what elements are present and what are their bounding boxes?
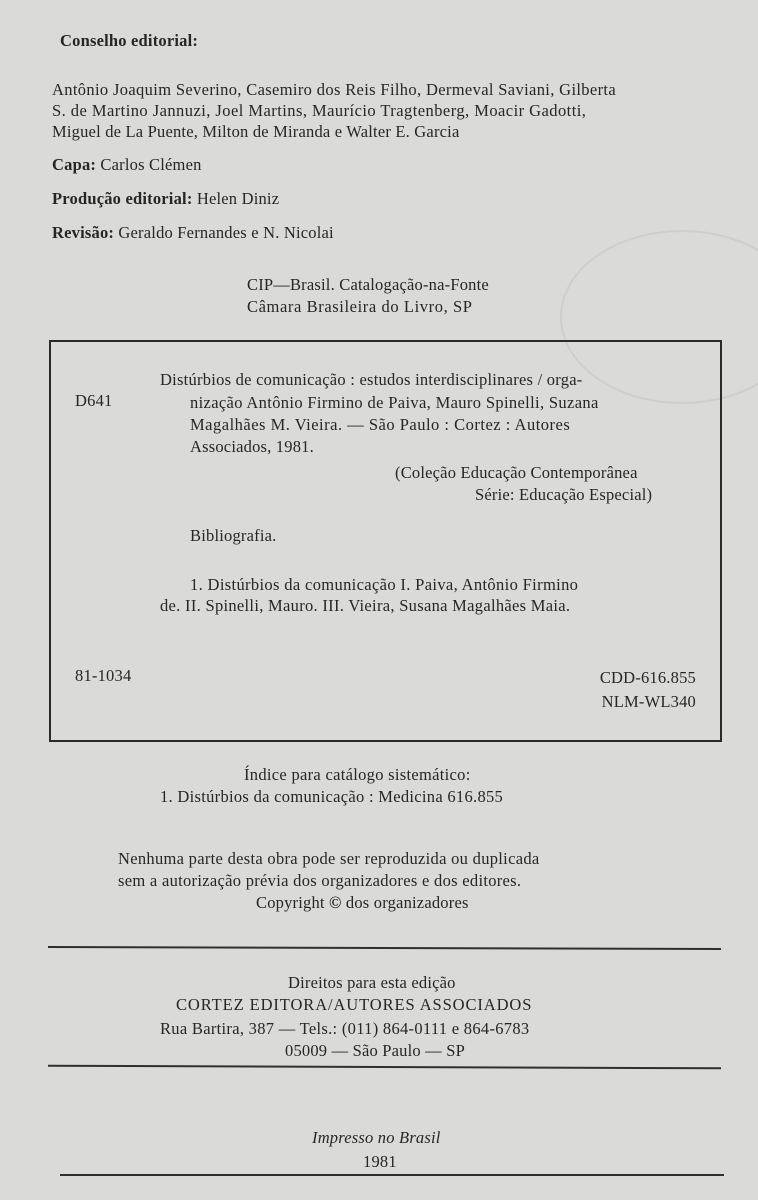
catalog-entry-line-1: Distúrbios de comunicação : estudos interdisciplinares / orga- bbox=[160, 370, 583, 389]
copyright-symbol: © bbox=[329, 893, 342, 912]
catalog-series-line-2: Série: Educação Especial) bbox=[475, 485, 653, 504]
revisao-value: Geraldo Fernandes e N. Nicolai bbox=[118, 223, 334, 242]
conselho-line-2: S. de Martino Jannuzi, Joel Martins, Maurício Tragtenberg, Moacir Gadotti, bbox=[52, 101, 587, 120]
conselho-line-3: Miguel de La Puente, Milton de Miranda e Walter E. Garcia bbox=[52, 122, 460, 141]
publisher-line-2: CORTEZ EDITORA/AUTORES ASSOCIADOS bbox=[176, 995, 533, 1014]
catalog-code: D641 bbox=[75, 391, 113, 410]
capa-value: Carlos Clémen bbox=[100, 155, 202, 174]
copyright-line bbox=[256, 893, 469, 913]
divider-top bbox=[48, 946, 721, 950]
catalog-number: 81-1034 bbox=[75, 666, 132, 685]
producao-line bbox=[52, 189, 279, 209]
publisher-line-4: 05009 — São Paulo — SP bbox=[285, 1041, 465, 1060]
cip-line-1: CIP—Brasil. Catalogação-na-Fonte bbox=[247, 275, 489, 294]
producao-value: Helen Diniz bbox=[196, 189, 280, 208]
catalog-cdd: CDD-616.855 bbox=[599, 668, 696, 687]
rights-line-1: Nenhuma parte desta obra pode ser reproduzida ou duplicada bbox=[118, 849, 540, 868]
revisao-label: Revisão: bbox=[52, 223, 115, 242]
catalog-subject-line-1: 1. Distúrbios da comunicação I. Paiva, Antônio Firmino bbox=[190, 575, 579, 594]
catalog-subject-line-2: de. II. Spinelli, Mauro. III. Vieira, Susana Magalhães Maia. bbox=[160, 596, 571, 615]
catalog-entry-line-2: nização Antônio Firmino de Paiva, Mauro Spinelli, Suzana bbox=[190, 393, 599, 412]
catalog-series-line-1: (Coleção Educação Contemporânea bbox=[395, 463, 638, 482]
cip-line-2: Câmara Brasileira do Livro, SP bbox=[247, 297, 473, 316]
divider-footer bbox=[60, 1174, 724, 1176]
catalog-entry-line-4: Associados, 1981. bbox=[190, 437, 314, 456]
producao-label: Produção editorial: bbox=[52, 189, 193, 208]
catalog-nlm: NLM-WL340 bbox=[601, 692, 696, 711]
indice-title: Índice para catálogo sistemático: bbox=[244, 765, 471, 784]
indice-item: 1. Distúrbios da comunicação : Medicina 616.855 bbox=[160, 787, 504, 806]
catalog-entry-line-3: Magalhães M. Vieira. — São Paulo : Cortez : Autores bbox=[190, 415, 571, 434]
rights-line-2: sem a autorização prévia dos organizadores e dos editores. bbox=[118, 871, 522, 890]
copyright-prefix: Copyright bbox=[256, 893, 325, 912]
print-year: 1981 bbox=[363, 1152, 397, 1171]
catalog-bibliografia: Bibliografia. bbox=[190, 526, 277, 545]
capa-label: Capa: bbox=[52, 155, 97, 174]
copyright-suffix: dos organizadores bbox=[345, 893, 469, 912]
divider-bottom bbox=[48, 1065, 721, 1070]
publisher-line-3: Rua Bartira, 387 — Tels.: (011) 864-0111 e 864-6783 bbox=[160, 1019, 530, 1038]
printed-in: Impresso no Brasil bbox=[312, 1128, 441, 1147]
conselho-label: Conselho editorial: bbox=[60, 31, 199, 50]
publisher-line-1: Direitos para esta edição bbox=[288, 973, 456, 992]
conselho-line-1: Antônio Joaquim Severino, Casemiro dos Reis Filho, Dermeval Saviani, Gilberta bbox=[52, 80, 617, 99]
capa-line bbox=[52, 155, 202, 175]
revisao-line bbox=[52, 223, 334, 243]
